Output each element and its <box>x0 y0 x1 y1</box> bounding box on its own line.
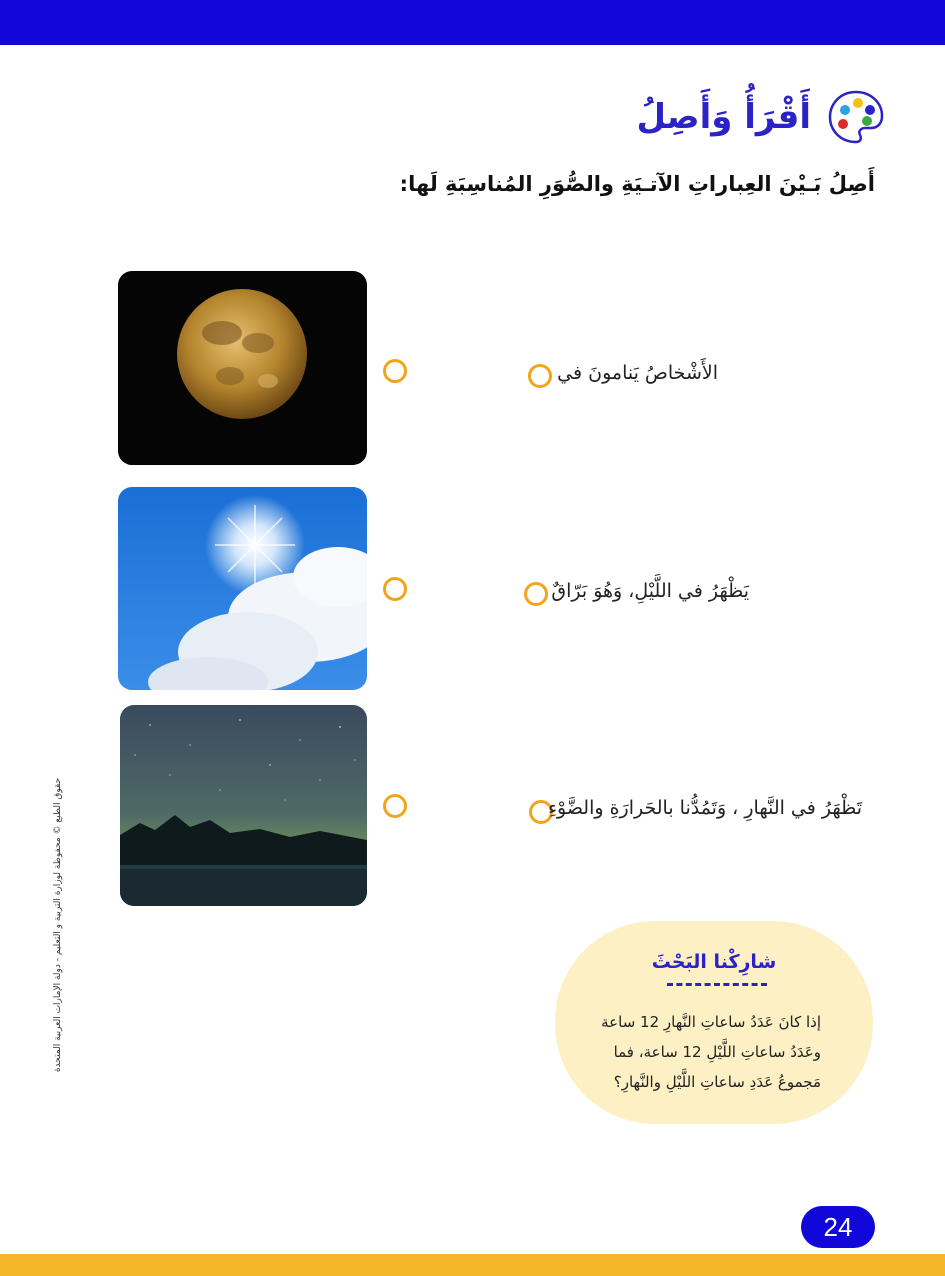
sentence-2: يَظْهَرُ في اللَّيْلِ، وَهُوَ بَرّاقٌ <box>551 580 749 602</box>
bottom-banner <box>0 1254 945 1276</box>
top-banner <box>0 0 945 45</box>
page-number: 24 <box>801 1206 875 1248</box>
research-box <box>555 921 873 1124</box>
sentence-1: الأَشْخاصُ يَنامونَ في <box>557 362 718 384</box>
sun-clouds-photo <box>118 487 367 690</box>
research-line-3: مَجموعُ عَدَدِ ساعاتِ اللَّيْلِ والنَّهارِ؟ <box>613 1073 821 1091</box>
research-line-2: وعَدَدُ ساعاتِ اللَّيْلِ 12 ساعة، فما <box>613 1043 821 1061</box>
sentence-match-dot-2[interactable] <box>524 582 548 606</box>
research-line-1: إذا كانَ عَدَدُ ساعاتِ النَّهارِ 12 ساعة <box>601 1013 821 1031</box>
night-sky-photo <box>120 705 367 906</box>
image-match-dot-1[interactable] <box>383 359 407 383</box>
research-question <box>581 1007 821 1097</box>
research-title: شارِكْنا البَحْثَ <box>651 951 777 973</box>
section-header <box>636 88 885 146</box>
page-title: أَقْرَأُ وَأَصِلُ <box>636 97 811 137</box>
title-underline <box>667 983 767 986</box>
image-match-dot-2[interactable] <box>383 577 407 601</box>
image-match-dot-3[interactable] <box>383 794 407 818</box>
sentence-3: تَظْهَرُ في النَّهارِ ، وَتَمُدُّنا بالحَرارَةِ والضَّوْءِ <box>548 797 862 819</box>
copyright-note: حقوق الطبع © محفوظة لوزارة التربية و التعليم - دولة الإمارات العربية المتحدة <box>53 777 63 1073</box>
palette-icon <box>827 88 885 146</box>
moon-photo <box>118 271 367 465</box>
instruction-text: أَصِلُ بَـيْنَ العِباراتِ الآتـيَةِ والصُّوَرِ المُناسِبَةِ لَها: <box>399 172 875 196</box>
sentence-match-dot-1[interactable] <box>528 364 552 388</box>
